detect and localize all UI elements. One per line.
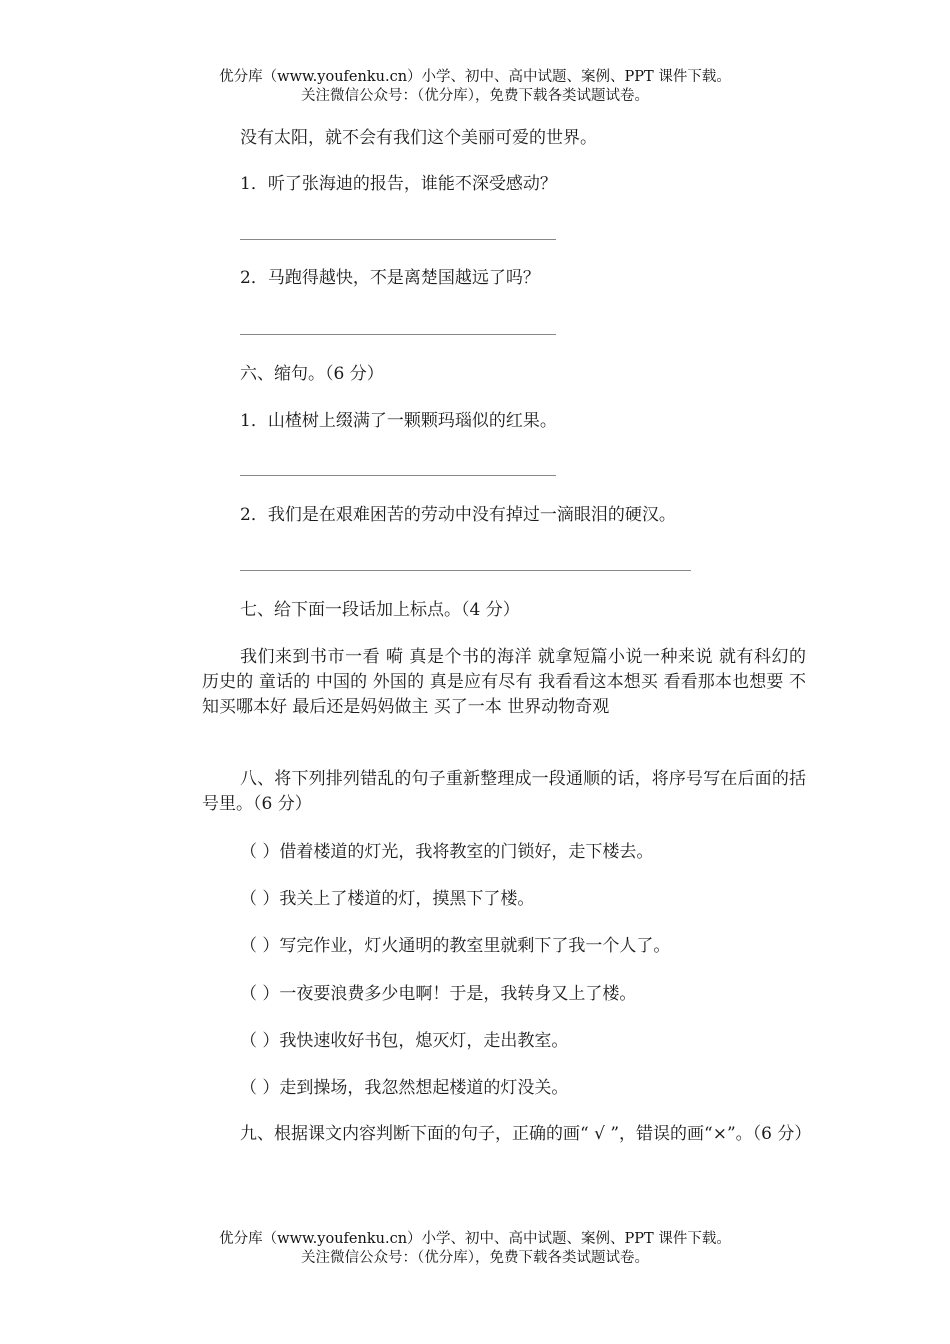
- s6-answer-line-2: [240, 570, 691, 571]
- page-header: [0, 68, 950, 106]
- s6-question-1: 1．山楂树上缀满了一颗颗玛瑙似的红果。: [240, 411, 557, 431]
- s5-question-1: 1．听了张海迪的报告，谁能不深受感动？: [240, 174, 557, 194]
- footer-line-1: 优分库（www.youfenku.cn）小学、初中、高中试题、案例、PPT 课件下载。: [219, 1231, 731, 1247]
- section-6-title: 六、缩句。（6 分）: [240, 364, 384, 384]
- example-sentence: 没有太阳，就不会有我们这个美丽可爱的世界。: [240, 128, 597, 148]
- order-item: （ ）一夜要浪费多少电啊！于是，我转身又上了楼。: [240, 984, 637, 1004]
- s6-question-2: 2．我们是在艰难困苦的劳动中没有掉过一滴眼泪的硬汉。: [240, 505, 676, 525]
- s5-answer-line-2: [240, 334, 556, 335]
- s6-answer-line-1: [240, 475, 556, 476]
- order-item: （ ）我关上了楼道的灯，摸黑下了楼。: [240, 889, 535, 909]
- section-8-title: 八、将下列排列错乱的句子重新整理成一段通顺的话，将序号写在后面的括号里。（6 分）: [202, 769, 806, 814]
- section-7-title: 七、给下面一段话加上标点。（4 分）: [240, 600, 520, 620]
- footer-line-2: 关注微信公众号：（优分库），免费下载各类试题试卷。: [301, 1250, 649, 1266]
- punctuation-paragraph: 我们来到书市一看 嗬 真是个书的海洋 就拿短篇小说一种来说 就有科幻的 历史的 童话的 中国的 外国的 真是应有尽有 我看看这本想买 看看那本也想要 不知买哪本好 最后还是妈妈做主 买了一本 世界动物奇观: [202, 647, 806, 717]
- s5-answer-line-1: [240, 239, 556, 240]
- order-item: （ ）走到操场，我忽然想起楼道的灯没关。: [240, 1078, 569, 1098]
- s5-question-2: 2．马跑得越快，不是离楚国越远了吗？: [240, 268, 540, 288]
- order-item: （ ）借着楼道的灯光，我将教室的门锁好，走下楼去。: [240, 842, 654, 862]
- page-footer: [0, 1230, 950, 1268]
- header-line-1: 优分库（www.youfenku.cn）小学、初中、高中试题、案例、PPT 课件下载。: [219, 69, 731, 85]
- header-line-2: 关注微信公众号：（优分库），免费下载各类试题试卷。: [301, 88, 649, 104]
- order-item: （ ）我快速收好书包，熄灭灯，走出教室。: [240, 1031, 569, 1051]
- section-9-title: 九、根据课文内容判断下面的句子，正确的画“ √ ”，错误的画“×”。（6 分）: [240, 1124, 812, 1144]
- order-item: （ ）写完作业，灯火通明的教室里就剩下了我一个人了。: [240, 936, 671, 956]
